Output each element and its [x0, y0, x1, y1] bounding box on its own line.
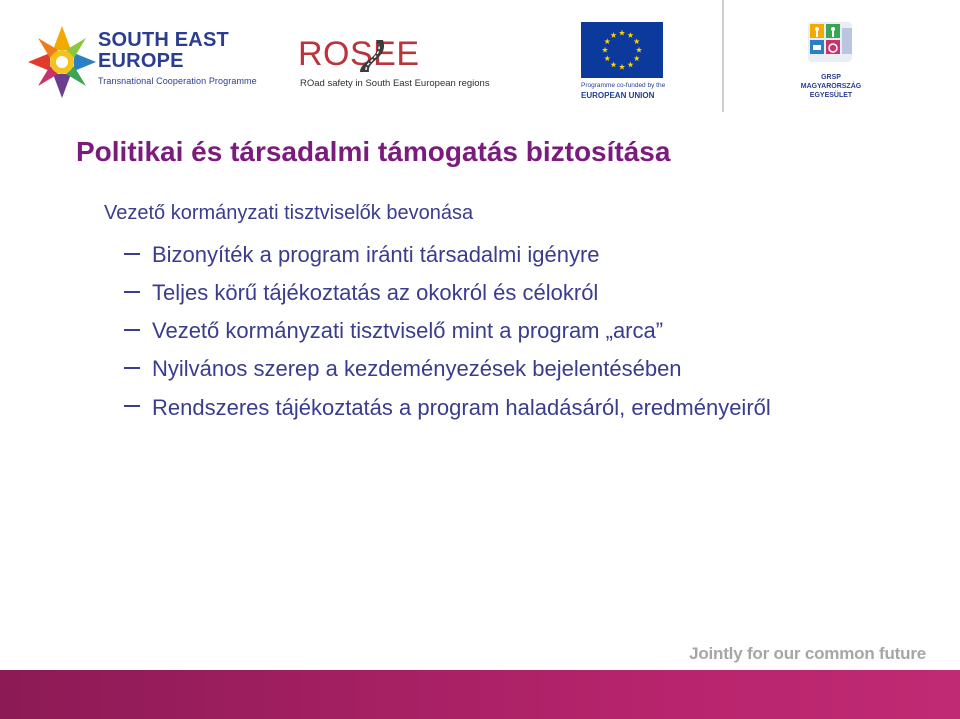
eu-flag-icon	[581, 22, 663, 78]
see-star-emblem	[28, 22, 98, 100]
slide-heading: Vezető kormányzati tisztviselők bevonása	[104, 202, 474, 224]
dash-bullet-icon	[124, 367, 140, 369]
grsp-emblem-icon	[802, 18, 860, 70]
south-east-europe-logo	[28, 22, 257, 104]
footer-tagline: Jointly for our common future	[689, 644, 926, 663]
see-logo-line1: SOUTH EAST	[98, 29, 229, 51]
grsp-logo-line2: MAGYARORSZÁG	[800, 83, 862, 90]
dash-bullet-icon	[124, 291, 140, 293]
eu-logo-big-text: EUROPEAN UNION	[581, 91, 655, 100]
bullet-text: Vezető kormányzati tisztviselő mint a program „arca”	[152, 318, 664, 343]
rosee-logo	[298, 36, 508, 96]
see-logo-line2: EUROPE	[98, 50, 184, 72]
rosee-logo-title: ROSEE	[298, 35, 420, 73]
see-logo-line3: Transnational Cooperation Programme	[98, 76, 257, 86]
bullet-text: Bizonyíték a program iránti társadalmi igényre	[152, 242, 600, 267]
bullet-text: Rendszeres tájékoztatás a program haladásáról, eredményeiről	[152, 395, 771, 420]
eu-logo-small-text: Programme co-funded by the	[581, 82, 666, 89]
dash-bullet-icon	[124, 253, 140, 255]
slide-title: Politikai és társadalmi támogatás biztosítása	[76, 136, 671, 167]
bullet-text: Nyilvános szerep a kezdeményezések bejelentésében	[152, 356, 682, 381]
footer-bar	[0, 670, 960, 719]
road-icon	[356, 38, 388, 74]
grsp-logo-text	[796, 73, 866, 100]
rosee-logo-subtitle: ROad safety in South East European regions	[300, 78, 490, 89]
grsp-hungary-logo	[796, 18, 866, 104]
eu-cofunded-logo	[580, 22, 670, 102]
grsp-logo-line3: EGYESÜLET	[809, 92, 853, 99]
dash-bullet-icon	[124, 405, 140, 407]
dash-bullet-icon	[124, 329, 140, 331]
grsp-logo-line1: GRSP	[821, 74, 841, 81]
header-divider	[722, 0, 724, 112]
bullet-text: Teljes körű tájékoztatás az okokról és célokról	[152, 280, 599, 305]
